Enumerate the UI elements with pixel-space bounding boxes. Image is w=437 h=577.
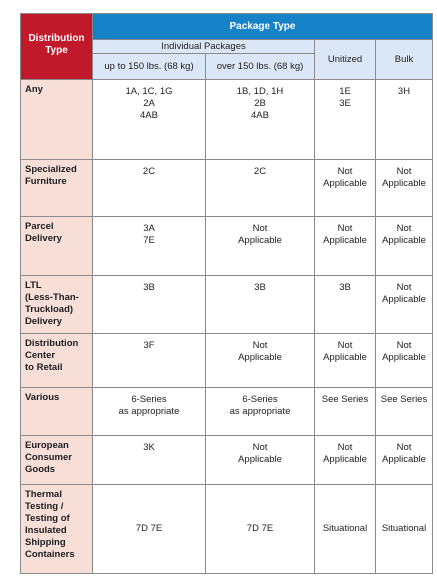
bulk-cell	[376, 388, 433, 436]
distribution-type-cell	[21, 334, 93, 388]
table-row	[21, 80, 433, 160]
table-row	[21, 276, 433, 334]
unitized-cell-line: Applicable	[323, 454, 367, 465]
distribution-type-cell	[21, 160, 93, 217]
distribution-type-cell-line: LTL	[25, 280, 42, 291]
unitized-cell	[315, 485, 376, 574]
over-150-cell	[206, 436, 315, 485]
up-to-150-cell	[93, 80, 206, 160]
unitized-cell	[315, 276, 376, 334]
up-to-150-cell-line: as appropriate	[118, 406, 180, 417]
unitized-cell-line: Situational	[322, 523, 368, 534]
bulk-header: Bulk	[376, 40, 433, 80]
unitized-cell	[315, 160, 376, 217]
distribution-type-cell	[21, 485, 93, 574]
distribution-type-cell	[21, 436, 93, 485]
table-body	[21, 80, 433, 574]
bulk-cell-line: 3H	[397, 86, 411, 97]
bulk-cell-line: Not	[396, 340, 412, 351]
over-150-cell-line: 4AB	[251, 110, 269, 121]
distribution-type-cell-line: Shipping	[25, 537, 66, 548]
up-to-150-cell-line: 7D 7E	[135, 523, 163, 534]
unitized-cell	[315, 217, 376, 276]
bulk-cell	[376, 485, 433, 574]
distribution-type-cell-line: Center	[25, 350, 56, 361]
over-150-cell	[206, 80, 315, 160]
over-150-cell-line: 3B	[254, 282, 266, 293]
table-row	[21, 217, 433, 276]
distribution-type-cell-line: Specialized	[25, 164, 77, 175]
up-to-150-cell	[93, 436, 206, 485]
bulk-cell-line: Situational	[381, 523, 427, 534]
bulk-cell-line: Applicable	[382, 178, 426, 189]
bulk-cell	[376, 334, 433, 388]
individual-packages-header: Individual Packages	[93, 40, 315, 54]
over-150-cell-line: Applicable	[238, 352, 282, 363]
over-150-header: over 150 lbs. (68 kg)	[206, 54, 315, 80]
up-to-150-cell	[93, 276, 206, 334]
unitized-cell-line: Not	[337, 340, 353, 351]
up-to-150-cell	[93, 160, 206, 217]
over-150-cell	[206, 388, 315, 436]
over-150-cell	[206, 334, 315, 388]
table-row	[21, 160, 433, 217]
unitized-cell-line: Not	[337, 223, 353, 234]
bulk-cell-line: Applicable	[382, 294, 426, 305]
distribution-type-cell-line: Delivery	[25, 316, 62, 327]
up-to-150-cell	[93, 334, 206, 388]
up-to-150-cell-line: 2C	[142, 166, 156, 177]
up-to-150-cell-line: 3B	[143, 282, 155, 293]
table-row	[21, 334, 433, 388]
over-150-cell-line: 2C	[253, 166, 267, 177]
bulk-cell-line: Not	[396, 223, 412, 234]
distribution-type-cell-line: Furniture	[25, 176, 67, 187]
over-150-cell-line: Applicable	[238, 454, 282, 465]
unitized-cell-line: 3B	[339, 282, 351, 293]
package-type-header: Package Type	[93, 14, 433, 40]
over-150-cell	[206, 485, 315, 574]
distribution-type-cell	[21, 388, 93, 436]
up-to-150-cell-line: 4AB	[140, 110, 158, 121]
table-row	[21, 436, 433, 485]
distribution-type-cell	[21, 80, 93, 160]
unitized-cell-line: Not	[337, 442, 353, 453]
bulk-cell-line: See Series	[380, 394, 428, 405]
bulk-cell-line: Applicable	[382, 454, 426, 465]
distribution-type-cell-line: Delivery	[25, 233, 62, 244]
over-150-cell-line: Not	[252, 223, 268, 234]
up-to-150-cell-line: 7E	[143, 235, 155, 246]
unitized-cell	[315, 80, 376, 160]
over-150-cell-line: 6-Series	[242, 394, 278, 405]
bulk-cell-line: Applicable	[382, 352, 426, 363]
up-to-150-header: up to 150 lbs. (68 kg)	[93, 54, 206, 80]
over-150-cell-line: 2B	[254, 98, 266, 109]
unitized-cell-line: Applicable	[323, 235, 367, 246]
unitized-cell	[315, 388, 376, 436]
up-to-150-cell-line: 2A	[143, 98, 155, 109]
table-row	[21, 388, 433, 436]
unitized-cell-line: Applicable	[323, 178, 367, 189]
up-to-150-cell-line: 3F	[143, 340, 155, 351]
bulk-cell	[376, 217, 433, 276]
distribution-type-cell-line: to Retail	[25, 362, 63, 373]
distribution-type-cell-line: Distribution	[25, 338, 79, 349]
bulk-cell	[376, 276, 433, 334]
bulk-cell-line: Not	[396, 282, 412, 293]
distribution-type-cell-line: Testing /	[25, 501, 64, 512]
unitized-header: Unitized	[315, 40, 376, 80]
over-150-cell-line: 7D 7E	[246, 523, 274, 534]
unitized-cell-line: See Series	[321, 394, 369, 405]
distribution-type-cell-line: (Less-Than-	[25, 292, 79, 303]
up-to-150-cell-line: 3K	[143, 442, 155, 453]
distribution-type-cell-line: Containers	[25, 549, 75, 560]
over-150-cell	[206, 160, 315, 217]
distribution-type-header-line: Distribution	[28, 33, 85, 44]
bulk-cell-line: Not	[396, 166, 412, 177]
distribution-type-cell-line: Parcel	[25, 221, 54, 232]
bulk-cell	[376, 80, 433, 160]
over-150-cell	[206, 217, 315, 276]
over-150-cell-line: as appropriate	[229, 406, 291, 417]
up-to-150-cell	[93, 388, 206, 436]
up-to-150-cell-line: 6-Series	[131, 394, 167, 405]
distribution-type-cell-line: Thermal	[25, 489, 62, 500]
over-150-cell-line: 1B, 1D, 1H	[236, 86, 284, 97]
distribution-type-cell-line: Goods	[25, 464, 56, 475]
bulk-cell	[376, 160, 433, 217]
distribution-type-cell	[21, 217, 93, 276]
over-150-cell	[206, 276, 315, 334]
distribution-type-cell	[21, 276, 93, 334]
unitized-cell-line: Applicable	[323, 352, 367, 363]
distribution-type-cell-line: Consumer	[25, 452, 72, 463]
over-150-cell-line: Applicable	[238, 235, 282, 246]
bulk-cell-line: Not	[396, 442, 412, 453]
package-type-table	[20, 13, 433, 574]
bulk-cell-line: Applicable	[382, 235, 426, 246]
distribution-type-cell-line: Truckload)	[25, 304, 74, 315]
up-to-150-cell	[93, 485, 206, 574]
unitized-cell	[315, 436, 376, 485]
up-to-150-cell-line: 1A, 1C, 1G	[125, 86, 173, 97]
table-row	[21, 485, 433, 574]
distribution-type-header	[21, 14, 93, 80]
unitized-cell-line: 1E	[339, 86, 351, 97]
distribution-type-cell-line: Any	[25, 84, 43, 95]
up-to-150-cell-line: 3A	[143, 223, 155, 234]
distribution-type-header-line: Type	[45, 45, 68, 56]
unitized-cell-line: Not	[337, 166, 353, 177]
over-150-cell-line: Not	[252, 442, 268, 453]
distribution-type-cell-line: European	[25, 440, 69, 451]
over-150-cell-line: Not	[252, 340, 268, 351]
unitized-cell	[315, 334, 376, 388]
distribution-type-cell-line: Various	[25, 392, 60, 403]
up-to-150-cell	[93, 217, 206, 276]
distribution-type-cell-line: Insulated	[25, 525, 67, 536]
bulk-cell	[376, 436, 433, 485]
distribution-type-cell-line: Testing of	[25, 513, 70, 524]
unitized-cell-line: 3E	[339, 98, 351, 109]
